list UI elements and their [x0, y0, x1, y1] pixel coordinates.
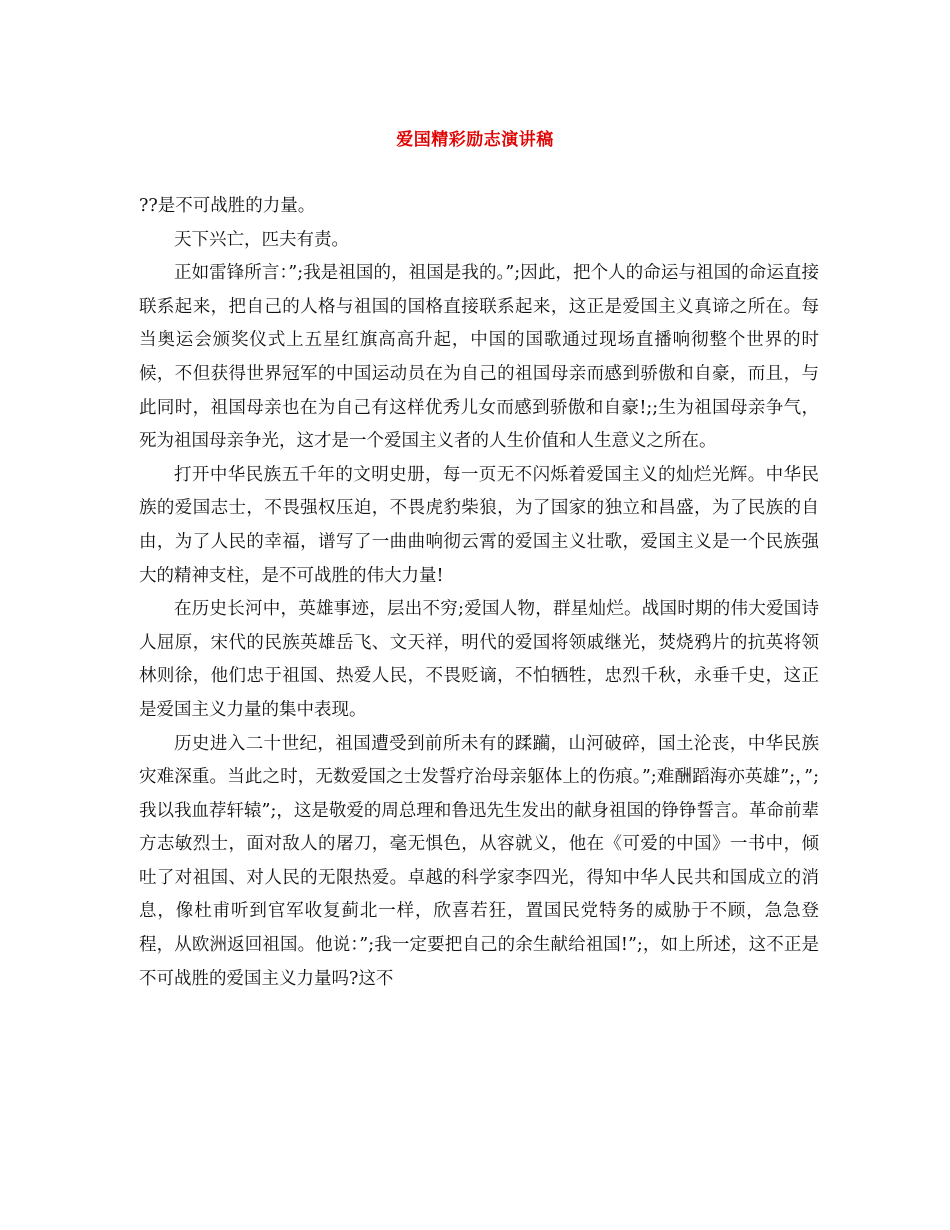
document-title: 爱国精彩励志演讲稿	[396, 130, 554, 150]
paragraph: 历史进入二十世纪，祖国遭受到前所未有的蹂躏，山河破碎，国土沦丧，中华民族灾难深重。当此之时，无数爱国之士发誓疗治母亲躯体上的伤痕。”;难酬蹈海亦英雄”;，”;我以我血荐轩辕”;，这是敬爱的周总理和鲁迅先生发出的献身祖国的铮铮誓言。革命前辈方志敏烈士，面对敌人的屠刀，毫无惧色，从容就义，他在《可爱的中国》一书中，倾吐了对祖国、对人民的无限热爱。卓越的科学家李四光，得知中华人民共和国成立的消息，像杜甫听到官军收复蓟北一样，欣喜若狂，置国民党特务的威胁于不顾，急急登程，从欧洲返回祖国。他说：”;我一定要把自己的余生献给祖国!”;，如上所述，这不正是不可战胜的爱国主义力量吗?这不	[139, 733, 819, 989]
paragraph: 正如雷锋所言：”;我是祖国的，祖国是我的。”;因此，把个人的命运与祖国的命运直接联系起来，把自己的人格与祖国的国格直接联系起来，这正是爱国主义真谛之所在。每当奥运会颁奖仪式上五星红旗高高升起，中国的国歌通过现场直播响彻整个世界的时候，不但获得世界冠军的中国运动员在为自己的祖国母亲而感到骄傲和自豪，而且，与此同时，祖国母亲也在为自己有这样优秀儿女而感到骄傲和自豪!;;生为祖国母亲争气，死为祖国母亲争光，这才是一个爱国主义者的人生价值和人生意义之所在。	[139, 263, 819, 452]
paragraph: 在历史长河中，英雄事迹，层出不穷;爱国人物，群星灿烂。战国时期的伟大爱国诗人屈原，宋代的民族英雄岳飞、文天祥，明代的爱国将领戚继光，焚烧鸦片的抗英将领林则徐，他们忠于祖国、热爱人民，不畏贬谪，不怕牺牲，忠烈千秋，永垂千史，这正是爱国主义力量的集中表现。	[139, 599, 819, 720]
paragraph: 打开中华民族五千年的文明史册，每一页无不闪烁着爱国主义的灿烂光辉。中华民族的爱国志士，不畏强权压迫，不畏虎豹柴狼，为了国家的独立和昌盛，为了民族的自由，为了人民的幸福，谱写了一曲曲响彻云霄的爱国主义壮歌，爱国主义是一个民族强大的精神支柱，是不可战胜的伟大力量!	[139, 464, 819, 586]
document-body	[139, 190, 819, 996]
paragraph: 天下兴亡，匹夫有责。	[174, 229, 349, 250]
paragraph: ??是不可战胜的力量。	[139, 196, 316, 216]
